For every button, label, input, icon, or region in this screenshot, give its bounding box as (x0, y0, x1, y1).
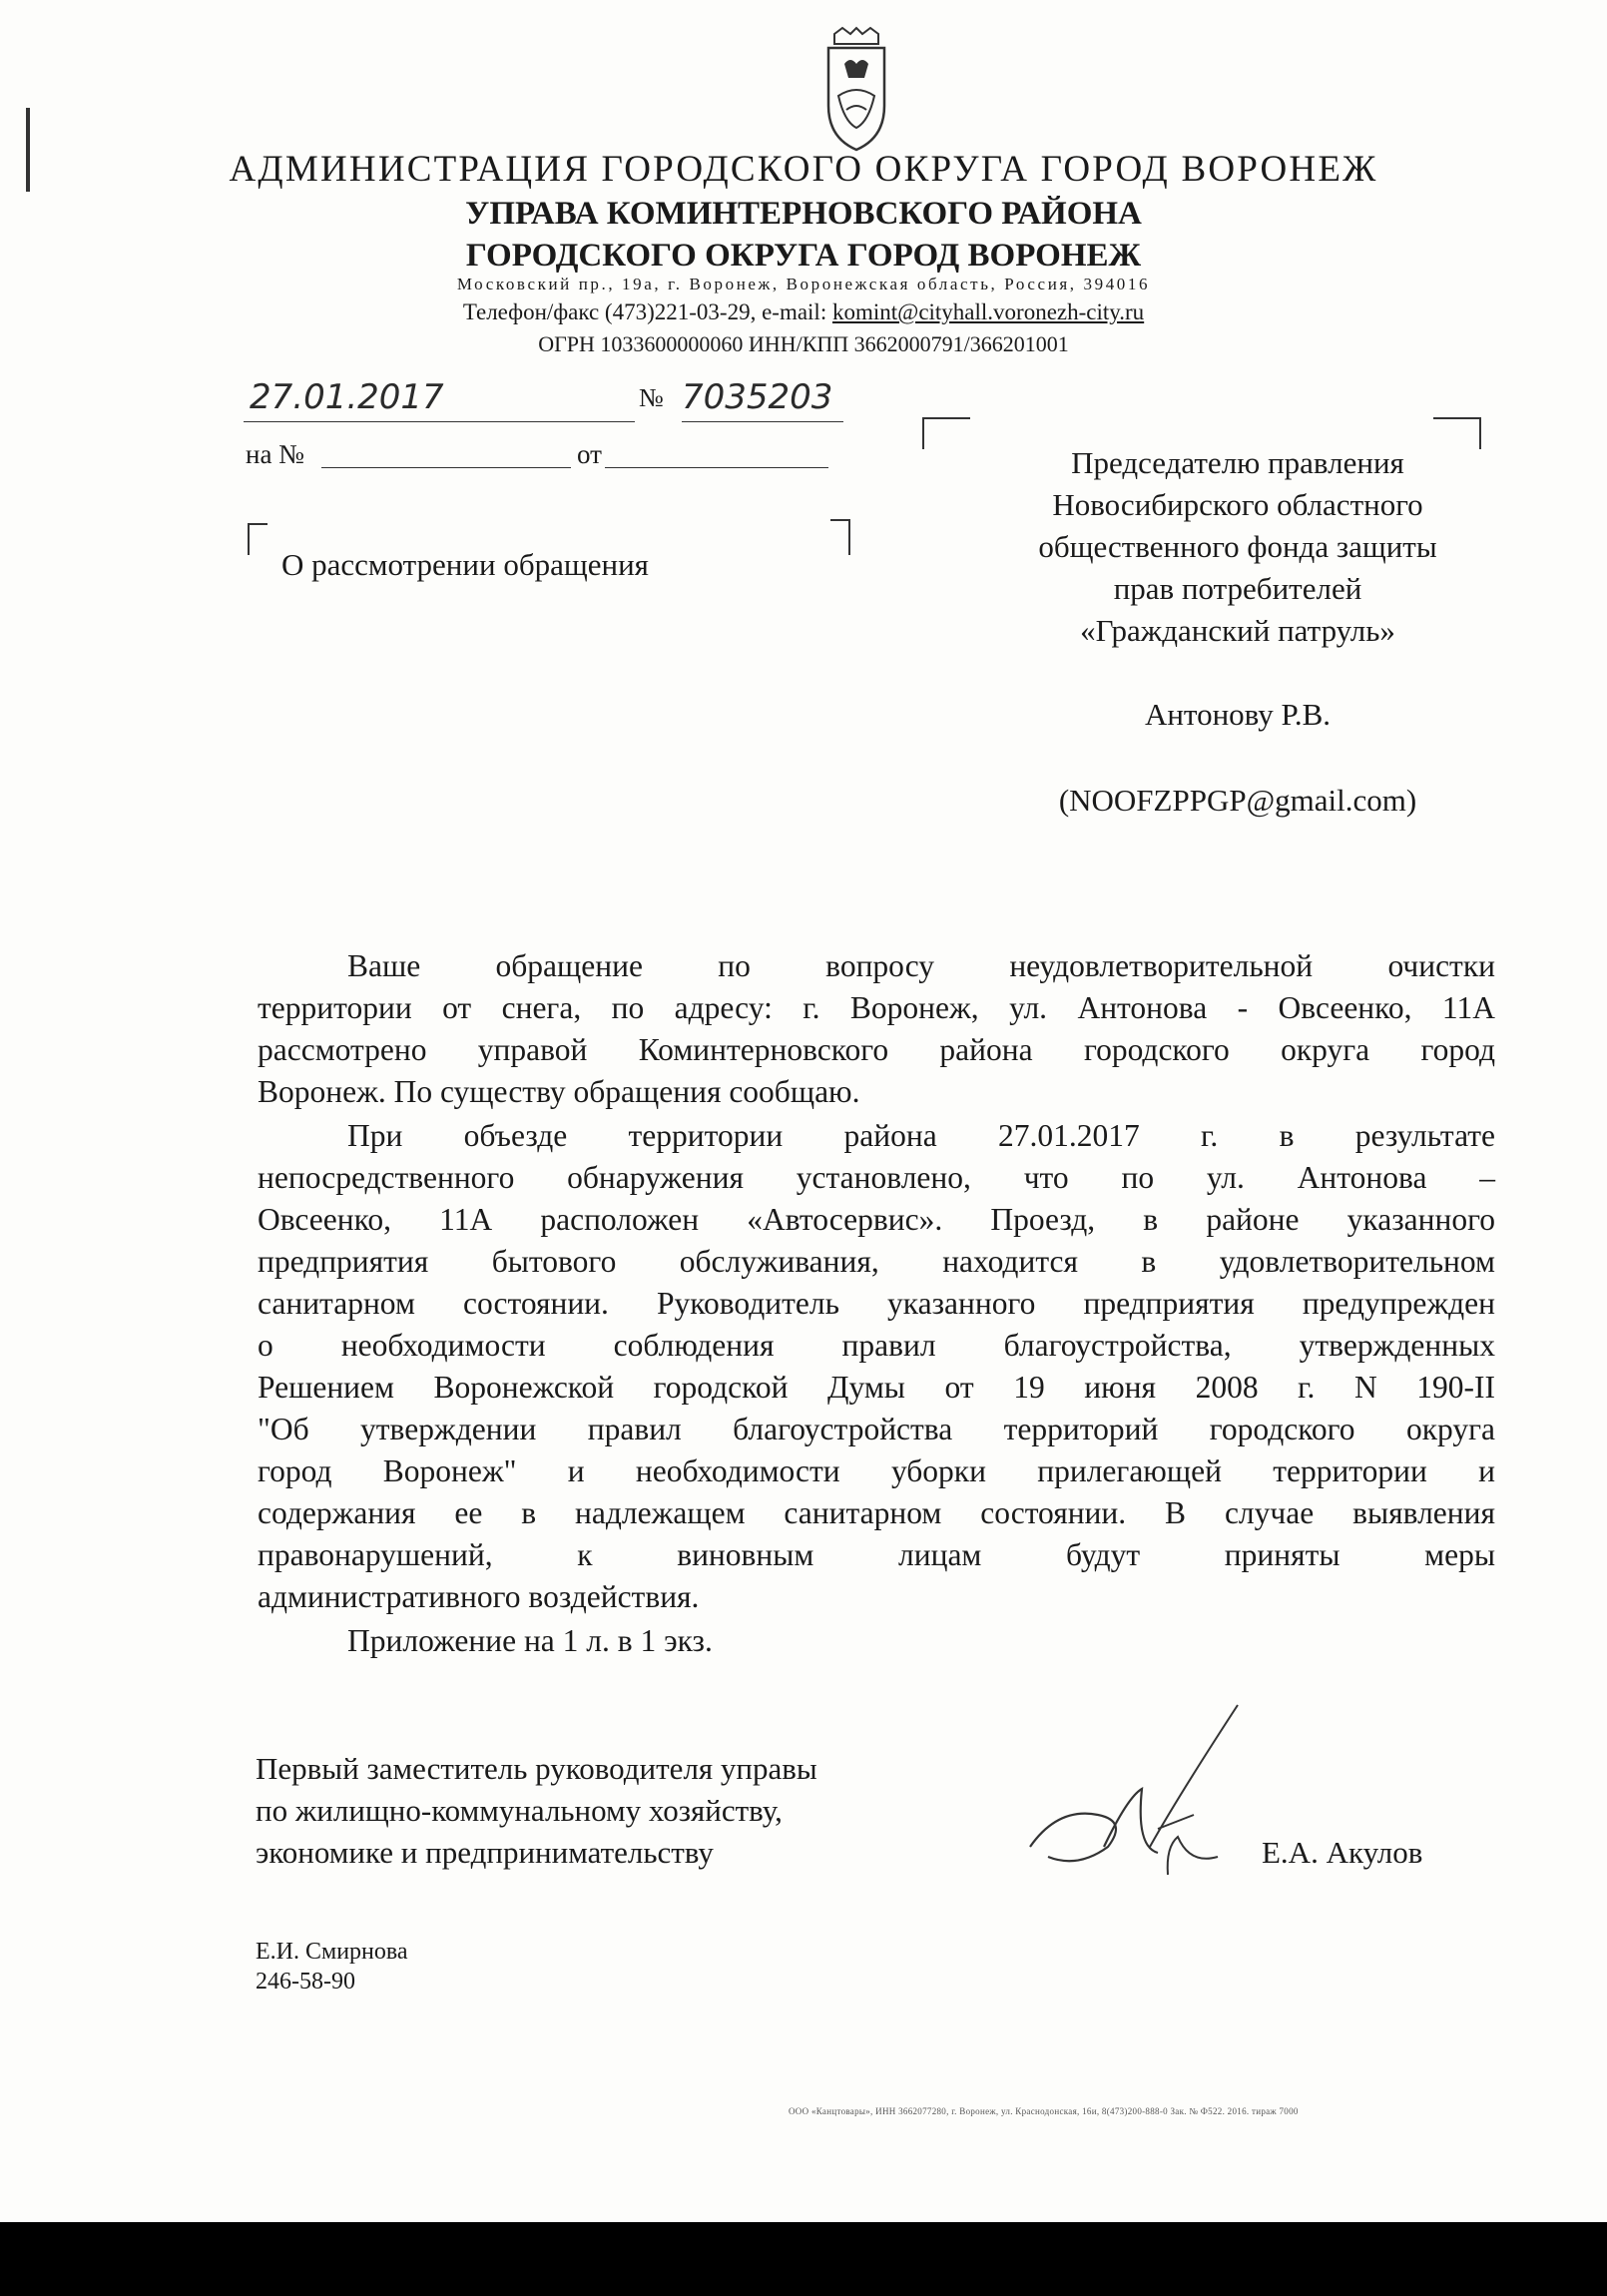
executor-phone: 246-58-90 (256, 1969, 355, 1995)
body-line: санитарном состоянии. Руководитель указанного предприятия предупрежден (258, 1286, 1495, 1321)
addressee-line: «Гражданский патруль» (1080, 613, 1395, 648)
body-line: предприятия бытового обслуживания, находится в удовлетворительном (258, 1244, 1495, 1279)
addressee-line: общественного фонда защиты (1038, 529, 1437, 564)
body-line: При объезде территории района 27.01.2017 г. в результате (347, 1118, 1495, 1153)
uprava-title-line-1: УПРАВА КОМИНТЕРНОВСКОГО РАЙОНА (465, 196, 1142, 232)
addressee-line: прав потребителей (1113, 571, 1362, 606)
body-line: Решением Воронежской городской Думы от 19 июня 2008 г. N 190-II (258, 1370, 1495, 1405)
addressee-line: Председателю правления (1071, 445, 1404, 480)
body-line: рассмотрено управой Коминтерновского района городского округа город (258, 1032, 1495, 1067)
signer-position-line: по жилищно-коммунальному хозяйству, (256, 1793, 783, 1828)
uprava-title-line-2: ГОРОДСКОГО ОКРУГА ГОРОД ВОРОНЕЖ (465, 238, 1142, 274)
executor-name: Е.И. Смирнова (256, 1939, 408, 1965)
body-line: о необходимости соблюдения правил благоустройства, утвержденных (258, 1328, 1495, 1363)
registration-number-label: № (639, 383, 664, 412)
body-line: город Воронеж" и необходимости уборки прилегающей территории и (258, 1453, 1495, 1488)
addressee-name: Антонову Р.В. (1144, 697, 1332, 732)
body-line: непосредственного обнаружения установлено, что по ул. Антонова – (258, 1160, 1495, 1195)
reply-number-label: на № (246, 439, 304, 469)
registration-number-line (682, 421, 843, 422)
phone-fax: Телефон/факс (473)221-03-29, e-mail: (462, 299, 832, 324)
registration-date-line (244, 421, 635, 422)
body-line: Овсеенко, 11А расположен «Автосервис». Проезд, в районе указанного (258, 1202, 1495, 1237)
addressee-email: (NOOFZPPGP@gmail.com) (1058, 783, 1417, 818)
subject-bracket-left (248, 523, 268, 555)
signer-position-line: Первый заместитель руководителя управы (256, 1751, 817, 1786)
signer-position-line: экономике и предпринимательству (256, 1835, 714, 1870)
registration-number: 7035203 (682, 377, 833, 417)
body-line: содержания ее в надлежащем санитарном состоянии. В случае выявления (258, 1495, 1495, 1530)
coat-of-arms-icon (816, 26, 896, 156)
reply-from-line (605, 467, 828, 468)
org-contacts (0, 299, 1607, 325)
body-line: Ваше обращение по вопросу неудовлетворительной очистки (347, 948, 1495, 983)
admin-title: АДМИНИСТРАЦИЯ ГОРОДСКОГО ОКРУГА ГОРОД ВОРОНЕЖ (229, 149, 1378, 190)
reply-from-label: от (577, 439, 602, 469)
signer-name: Е.А. Акулов (1262, 1835, 1423, 1870)
org-ogrn: ОГРН 1033600000060 ИНН/КПП 3662000791/366201001 (538, 331, 1069, 356)
body-line: Воронеж. По существу обращения сообщаю. (258, 1074, 860, 1109)
addressee-line: Новосибирского областного (1052, 487, 1423, 522)
body-line: "Об утверждении правил благоустройства территорий городского округа (258, 1412, 1495, 1446)
org-email-link[interactable]: komint@cityhall.voronezh-city.ru (831, 299, 1145, 324)
org-address: Московский пр., 19а, г. Воронеж, Воронежская область, Россия, 394016 (456, 275, 1151, 293)
print-imprint: ООО «Канцтовары», ИНН 3662077280, г. Воронеж, ул. Краснодонская, 16и, 8(473)200-888-0 Зак. № Ф522. 2016. тираж 7000 (789, 2106, 1299, 2116)
letter-subject: О рассмотрении обращения (281, 547, 649, 582)
subject-bracket-right (830, 519, 850, 555)
body-line: административного воздействия. (258, 1579, 700, 1614)
attachment-note: Приложение на 1 л. в 1 экз. (347, 1623, 713, 1658)
body-line: правонарушений, к виновным лицам будут приняты меры (258, 1537, 1495, 1572)
reply-number-line (321, 467, 571, 468)
registration-date: 27.01.2017 (250, 377, 444, 417)
body-line: территории от снега, по адресу: г. Воронеж, ул. Антонова - Овсеенко, 11А (258, 990, 1495, 1025)
